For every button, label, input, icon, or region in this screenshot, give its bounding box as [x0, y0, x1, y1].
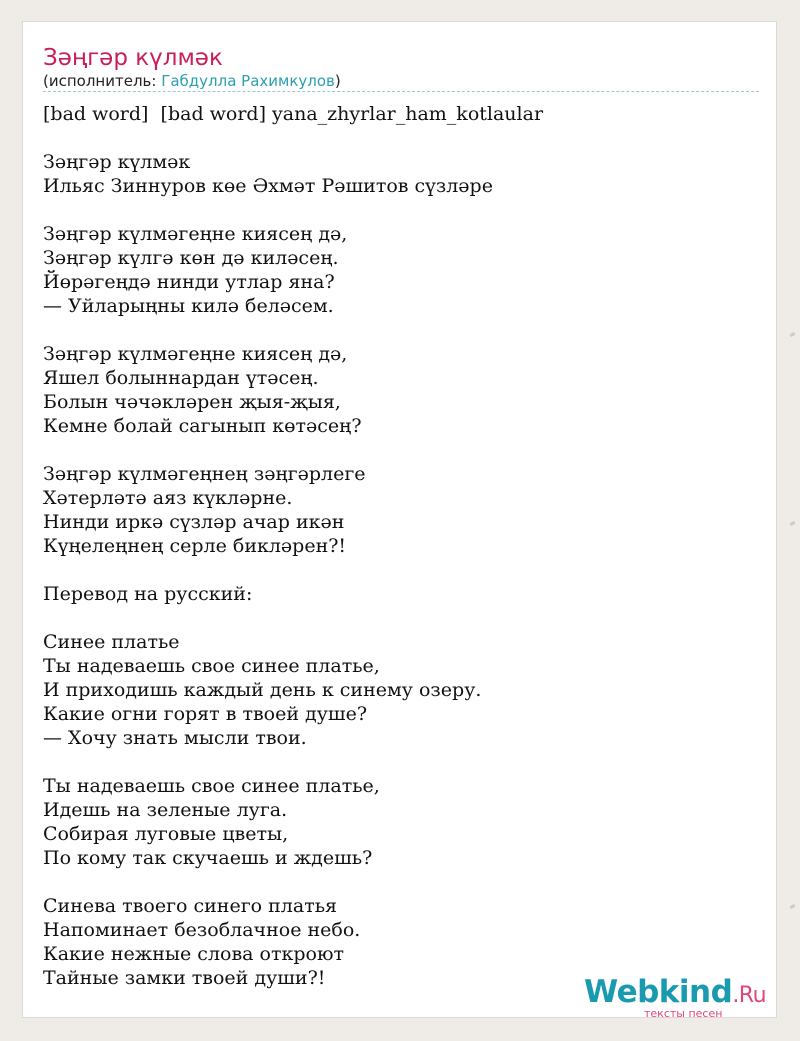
site-logo[interactable] [584, 973, 774, 1021]
lyric-line: Нинди иркә сүзләр ачар икән [43, 511, 345, 533]
lyric-blank-line [43, 750, 759, 774]
lyric-line: Хәтерләтә аяз күкләрне. [43, 487, 293, 509]
lyric-line: По кому так скучаешь и ждешь? [43, 847, 373, 869]
lyric-blank-line [43, 606, 759, 630]
lyric-line: Собирая луговые цветы, [43, 823, 289, 845]
background-speck [790, 521, 796, 526]
logo-name: Webkind [584, 974, 733, 1010]
artist-suffix: ) [334, 72, 341, 90]
lyric-line: Синее платье [43, 631, 180, 653]
logo-tagline: тексты песен [644, 1007, 723, 1020]
lyric-blank-line [43, 438, 759, 462]
lyric-blank-line [43, 558, 759, 582]
lyric-line: Зәңгәр күлгә көн дә киләсең. [43, 247, 339, 269]
lyric-line: Зәңгәр күлмәгеңнең зәңгәрлеге [43, 463, 366, 485]
background-speck [790, 904, 796, 909]
lyric-line: Синева твоего синего платья [43, 895, 338, 917]
lyric-line: Йөрәгеңдә нинди утлар яна? [43, 271, 335, 293]
lyrics-text [43, 102, 759, 990]
lyric-line: Перевод на русский: [43, 583, 253, 605]
background-speck [790, 332, 796, 337]
lyric-line: И приходишь каждый день к синему озеру. [43, 679, 482, 701]
artist-prefix: (исполнитель: [43, 72, 162, 90]
lyric-line: Ильяс Зиннуров көе Әхмәт Рәшитов сүзләре [43, 175, 493, 197]
lyric-line: — Хочу знать мысли твои. [43, 727, 307, 749]
artist-link[interactable]: Габдулла Рахимкулов [161, 72, 335, 90]
lyric-line: Напоминает безоблачное небо. [43, 919, 361, 941]
lyric-line: Какие огни горят в твоей душе? [43, 703, 368, 725]
lyric-line: [bad word] [bad word] yana_zhyrlar_ham_kotlaular [43, 103, 544, 125]
lyric-line: — Уйларыңны килә беләсем. [43, 295, 334, 317]
lyric-line: Какие нежные слова откроют [43, 943, 345, 965]
lyric-line: Идешь на зеленые луга. [43, 799, 288, 821]
lyric-line: Зәңгәр күлмәгеңне киясең дә, [43, 223, 348, 245]
lyric-line: Күңелеңнең серле бикләрен?! [43, 535, 347, 557]
title-divider [43, 91, 759, 92]
lyric-blank-line [43, 198, 759, 222]
lyric-blank-line [43, 318, 759, 342]
lyric-line: Ты надеваешь свое синее платье, [43, 655, 380, 677]
lyric-blank-line [43, 126, 759, 150]
lyric-line: Зәңгәр күлмәк [43, 151, 191, 173]
lyric-line: Болын чәчәкләрен җыя-җыя, [43, 391, 341, 413]
logo-domain: .Ru [732, 983, 767, 1008]
lyrics-card [22, 21, 777, 1018]
lyric-line: Ты надеваешь свое синее платье, [43, 775, 380, 797]
artist-line [43, 72, 341, 90]
lyric-blank-line [43, 870, 759, 894]
lyric-line: Тайные замки твоей души?! [43, 967, 326, 989]
song-title: Зәңгәр күлмәк [43, 45, 223, 71]
lyric-line: Кемне болай сагынып көтәсең? [43, 415, 362, 437]
lyric-line: Зәңгәр күлмәгеңне киясең дә, [43, 343, 348, 365]
lyric-line: Яшел болыннардан үтәсең. [43, 367, 319, 389]
